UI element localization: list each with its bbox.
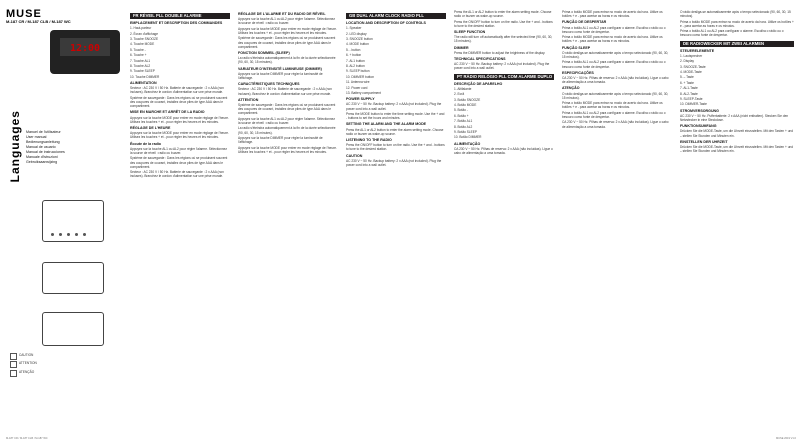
control-item: 9. SLEEP button	[346, 69, 370, 74]
control-item: 10. DIMMER button	[346, 74, 374, 79]
subheading: RÉGLAGE DE L'ALARME ET DU RADIO DE RÉVEIL	[238, 12, 326, 16]
control-item: 6. + button	[346, 53, 362, 58]
paragraph: Appuyez sur la touche DIMMER pour régler la luminosité de l'affichage.	[238, 136, 323, 145]
control-item: 2. LED display	[346, 31, 367, 36]
warning-text: ATENÇÃO	[19, 369, 35, 374]
subheading: CARACTÉRISTIQUES TECHNIQUES	[238, 82, 300, 87]
column-fr	[130, 10, 230, 432]
subheading: FUNKTIONSUMFANG	[680, 124, 717, 129]
paragraph: Press the DIMMER button to adjust the brightness of the display.	[454, 50, 546, 55]
subheading: FUNÇÃO SLEEP	[562, 45, 591, 50]
control-item: 7. Touche AL1	[130, 58, 151, 63]
paragraph: Appuyez sur la touche DIMMER pour régler la luminosité de l'affichage.	[238, 71, 323, 81]
subheading: STEUERELEMENTE	[680, 48, 715, 53]
paragraph: Prima o botão MODE para entrar no modo de acerto da hora. Utilize os botões + e - para acertar as horas e os minutos.	[680, 19, 794, 28]
paragraph: Press the ON/OFF button to turn on the radio. Use the + and - buttons to tune to the desired station.	[346, 143, 445, 152]
control-item: 6. + Taste	[680, 80, 694, 85]
control-item: 10. DIMMER-Taste	[680, 102, 707, 107]
paragraph: La radio s'éteindra automatiquement à la fin de la durée sélectionnée (90, 60, 30, 15 minutes).	[238, 126, 336, 135]
paragraph: AC 230 V ~ 50 Hz. Backup battery: 2 x AAA (not included). Plug the power cord into a wall outlet.	[346, 102, 442, 111]
control-item: 10. Touche DIMMER	[130, 74, 160, 79]
paragraph: Secteur : AC 230 V / 50 Hz. Batterie de sauvegarde : 2 x AAA (non incluses). Branchez le cordon d'alimentation sur une prise murale.	[130, 86, 224, 95]
device-back-diagram	[42, 312, 104, 346]
control-item: 5. – Taste	[680, 75, 694, 80]
subheading: Écoute de la radio	[130, 141, 161, 146]
control-item: 3. Touche SNOOZE	[130, 36, 159, 41]
paragraph: AC 230 V ~ 50 Hz. Backup battery: 2 x AAA (not included). Plug the power cord into a wall outlet.	[454, 62, 550, 71]
control-item: 9. SLEEP-Taste	[680, 96, 703, 101]
paragraph: Press the AL1 or AL2 button to enter the alarm setting mode. Choose radio or buzzer as wake-up source.	[454, 10, 552, 19]
control-item: 7. AL1 button	[346, 58, 365, 63]
control-item: 5. Touche -	[130, 47, 146, 52]
manual-item: Manual de usuario	[26, 145, 56, 149]
control-item: 1. Haut-parleur	[130, 26, 152, 31]
footer-right: MUSE 2019 V1.0	[775, 437, 796, 440]
control-item: 12. Power cord	[346, 85, 368, 90]
paragraph: Appuyez sur la touche AL1 ou AL2 pour régler l'alarme. Sélectionnez la source de réveil : radio ou buzzer.	[238, 116, 336, 126]
paragraph: Système de sauvegarde : Dans les régions où se produisent souvent des coupures de courant, installez deux piles de type AAA dans le compartiment.	[238, 103, 336, 116]
column-en	[346, 10, 446, 432]
subheading: DIMMER	[454, 45, 469, 50]
control-item: 3. SNOOZE button	[346, 36, 373, 41]
subheading: POWER SUPPLY	[346, 97, 375, 102]
control-item: 4. MODE button	[346, 42, 369, 47]
paragraph: Appuyez sur la touche MODE pour entrer en mode réglage de l'heure. Utilisez les touches + et - pour régler les heures et les minutes.	[238, 145, 337, 154]
subheading: TECHNICAL SPECIFICATIONS	[454, 57, 506, 62]
subheading: LISTENING TO THE RADIO	[346, 137, 392, 142]
subheading: VARIATEUR D'INTENSITÉ LUMINEUSE (DIMMER)	[238, 66, 322, 71]
subheading: CAUTION	[346, 153, 363, 158]
brand-logo: MUSE	[6, 8, 42, 20]
control-item: 6. Touche +	[130, 53, 147, 58]
paragraph: Système de sauvegarde : Dans les régions où se produisent souvent des coupures de courant, installez deux piles de type AAA dans le compartiment.	[130, 156, 228, 169]
subheading: EINSTELLEN DER UHRZEIT	[680, 139, 728, 144]
control-item: 10. Botão DIMMER	[454, 135, 482, 140]
column-de	[680, 10, 794, 432]
footer-left: M-187 CR / M-187 CLB / M-187 WC	[6, 437, 48, 440]
paragraph: Prima o botão MODE para entrar no modo de acerto da hora. Utilize os botões + e - para acertar as horas e os minutos.	[562, 101, 663, 110]
paragraph: Appuyez sur la touche MODE pour entrer en mode réglage de l'heure. Utilisez les touches + et - pour régler les heures et les minutes.	[238, 26, 337, 35]
paragraph: The radio will turn off automatically after the selected time (90, 60, 30, 15 minutes).	[454, 35, 553, 44]
manual-item: Manual de instrucciones	[26, 150, 65, 154]
section-header: PT RÁDIO RELÓGIO PLL COM ALARME DUPLO	[454, 74, 554, 80]
control-item: 11. Antenna wire	[346, 80, 370, 85]
subheading: ATTENTION	[238, 97, 259, 102]
control-item: 5. - button	[346, 47, 361, 52]
language-label: Languages	[8, 110, 22, 183]
paragraph: O rádio desliga-se automaticamente após o tempo selecionado (90, 60, 30, 15 minutos).	[680, 10, 791, 19]
subheading: MISE EN MARCHE ET ARRÊT DE LA RADIO	[130, 110, 205, 115]
paragraph: Press the ON/OFF button to turn on the radio. Use the + and - buttons to tune to the desired station.	[454, 19, 553, 28]
control-item: 1. Speaker	[346, 26, 362, 31]
control-item: 1. Altifalante	[454, 86, 472, 91]
paragraph: Appuyez sur la touche MODE pour entrer en mode réglage de l'heure. Utilisez les touches + et - pour régler les heures et les minutes.	[130, 115, 229, 124]
manual-language-list	[26, 130, 65, 165]
device-front-diagram	[42, 200, 104, 242]
paragraph: Prima o botão MODE para entrar no modo de acerto da hora. Utilize os botões + e - para acertar as horas e os minutos.	[562, 35, 663, 44]
paragraph: O rádio desliga-se automaticamente após o tempo selecionado (90, 60, 30, 15 minutos).	[562, 50, 669, 60]
paragraph: La radio s'éteindra automatiquement à la fin de la durée sélectionnée (90, 60, 30, 15 minutes).	[238, 56, 336, 65]
paragraph: Press the MODE button to enter the time setting mode. Use the + and - buttons to set the hours and minutes.	[346, 111, 445, 121]
manual-item: Manuale d'istruzioni	[26, 155, 58, 159]
control-item: 8. AL2 button	[346, 63, 365, 68]
device-top-diagram	[42, 262, 104, 294]
paragraph: Secteur : AC 230 V / 50 Hz. Batterie de sauvegarde : 2 x AAA (non incluses). Branchez le cordon d'alimentation sur une prise murale.	[130, 170, 224, 179]
control-item: 9. Botão SLEEP	[454, 129, 478, 134]
control-item: 7. AL1-Taste	[680, 86, 698, 91]
control-item: 3. Botão SNOOZE	[454, 97, 481, 102]
subheading: SETTING THE ALARM AND THE ALARM MODE	[346, 122, 427, 127]
paragraph: AC 230 V ~ 50 Hz. Pufferbatterie: 2 x AAA (nicht enthalten). Stecken Sie den Netzstecker in eine Steckdose.	[680, 113, 789, 122]
subheading: STROMVERSORGUNG	[680, 108, 719, 113]
control-item: 9. Touche SLEEP	[130, 69, 155, 74]
column-pt	[562, 10, 672, 432]
paragraph: O rádio desliga-se automaticamente após o tempo selecionado (90, 60, 30, 15 minutos).	[562, 91, 669, 100]
subheading: RÉGLAGE DE L'HEURE	[130, 125, 171, 130]
warning-text: CAUTION	[19, 353, 34, 358]
control-item: 4. Botão MODE	[454, 103, 477, 107]
warning-icon	[10, 353, 17, 360]
paragraph: Prima o botão AL1 ou AL2 para configurar o alarme. Escolha o rádio ou o besouro como fonte de despertar.	[562, 25, 666, 34]
subheading: ALIMENTAÇÃO	[454, 141, 481, 146]
paragraph: Appuyez sur la touche AL1 ou AL2 pour régler l'alarme. Sélectionnez la source de réveil : radio ou buzzer.	[238, 17, 336, 26]
subheading: LOCATION AND DESCRIPTION OF CONTROLS	[346, 21, 426, 25]
subheading: SLEEP FUNCTION	[454, 30, 486, 34]
paragraph: CA 230 V ~ 50 Hz. Pilhas de reserva: 2 x AAA (não incluídas). Ligue o cabo de alimentação a uma tomada.	[562, 76, 669, 85]
paragraph: Appuyez sur la touche MODE pour entrer en mode réglage de l'heure. Utilisez les touches + et - pour régler les heures et les minutes.	[130, 131, 229, 140]
manual-item: Gebruiksaanwijzing	[26, 160, 58, 164]
paragraph: CA 230 V ~ 50 Hz. Pilhas de reserva: 2 x AAA (não incluídas). Ligue o cabo de alimentação a uma tomada.	[562, 120, 669, 129]
paragraph: Drücken Sie die MODE-Taste, um die Uhrzeit einzustellen. Mit den Tasten + und – stellen Sie Stunden und Minuten ein.	[680, 144, 794, 154]
paragraph: Système de sauvegarde : Dans les régions où se produisent souvent des coupures de courant, installez deux piles de type AAA dans le compartiment.	[130, 95, 228, 109]
paragraph: Système de sauvegarde : Dans les régions où se produisent souvent des coupures de courant, installez deux piles de type AAA dans le compartiment.	[238, 36, 336, 49]
paragraph: Prima o botão AL1 ou AL2 para configurar o alarme. Escolha o rádio ou o besouro como fonte de despertar.	[562, 60, 666, 69]
recycle-icon	[10, 361, 17, 368]
control-item: 2. Ecrã	[454, 92, 465, 97]
section-header: FR RÉVEIL PLL DOUBLE ALARME	[130, 13, 230, 19]
control-item: 8. Touche AL2	[130, 63, 151, 68]
model-number: M-187 CR / M-187 CLB / M-187 WC	[6, 19, 71, 24]
warning-text: ATTENTION	[19, 361, 37, 366]
control-item: 13. Battery compartment	[346, 90, 381, 95]
control-item: 2. Display	[680, 59, 694, 64]
subheading: FONCTION SOMMEIL (SLEEP)	[238, 51, 290, 55]
clock-display: 12:00	[60, 38, 110, 56]
paragraph: AC 230 V ~ 50 Hz. Backup battery: 2 x AAA (not included). Plug the power cord into a wall outlet.	[346, 158, 442, 167]
column-en-2	[454, 10, 554, 432]
control-item: 4. MODE-Taste	[680, 69, 702, 74]
subheading: ALIMENTATION	[130, 80, 157, 85]
subheading: ESPECIFICAÇÕES	[562, 70, 594, 75]
control-item: 1. Lautsprecher	[680, 53, 703, 58]
section-header: GB DUAL ALARM CLOCK RADIO PLL	[346, 13, 446, 19]
paragraph: Prima o botão MODE para entrar no modo de acerto da hora. Utilize os botões + e - para acertar as horas e os minutos.	[562, 10, 663, 19]
control-item: 8. AL2-Taste	[680, 91, 698, 96]
manual-item: Manuel de l'utilisateur	[26, 130, 61, 134]
manual-item: User manual	[26, 135, 47, 139]
paragraph: Drücken Sie die MODE-Taste, um die Uhrzeit einzustellen. Mit den Tasten + und – stellen Sie Stunden und Minuten ein.	[680, 129, 794, 138]
subheading: FUNÇÃO DE DESPERTAR	[562, 20, 607, 25]
control-item: 3. SNOOZE-Taste	[680, 64, 706, 69]
control-item: 2. Écran d'affichage	[130, 31, 159, 36]
section-header: DE RADIOWECKER MIT ZWEI ALARMEN	[680, 41, 794, 47]
control-item: 7. Botão AL1	[454, 119, 473, 124]
paragraph: Prima o botão AL1 ou AL2 para configurar o alarme. Escolha o rádio ou o besouro como fonte de despertar.	[680, 29, 784, 38]
warning-icons	[10, 352, 120, 432]
paragraph: Press the AL1 or AL2 button to enter the alarm setting mode. Choose radio or buzzer as wake-up source.	[346, 127, 444, 136]
control-item: 5. Botão -	[454, 108, 468, 113]
control-item: 8. Botão AL2	[454, 124, 473, 129]
bin-icon	[10, 370, 17, 377]
control-item: 4. Touche MODE	[130, 42, 155, 47]
paragraph: CA 230 V ~ 50 Hz. Pilhas de reserva: 2 x AAA (não incluídas). Ligue o cabo de alimentação a uma tomada.	[454, 146, 553, 155]
subheading: ATENÇÃO	[562, 86, 580, 91]
paragraph: Prima o botão AL1 ou AL2 para configurar o alarme. Escolha o rádio ou o besouro como fonte de despertar.	[562, 110, 666, 120]
device-photo	[50, 30, 120, 74]
paragraph: Appuyez sur la touche AL1 ou AL2 pour régler l'alarme. Sélectionnez la source de réveil : radio ou buzzer.	[130, 146, 228, 155]
control-item: 6. Botão +	[454, 113, 469, 118]
subheading: DESCRIÇÃO DE APARELHO	[454, 81, 503, 86]
column-fr-2	[238, 10, 338, 432]
subheading: EMPLACEMENT ET DESCRIPTION DES COMMANDES	[130, 21, 223, 25]
paragraph: Secteur : AC 230 V / 50 Hz. Batterie de sauvegarde : 2 x AAA (non incluses). Branchez le cordon d'alimentation sur une prise murale.	[238, 87, 332, 96]
manual-item: Bedienungsanleitung	[26, 140, 60, 144]
